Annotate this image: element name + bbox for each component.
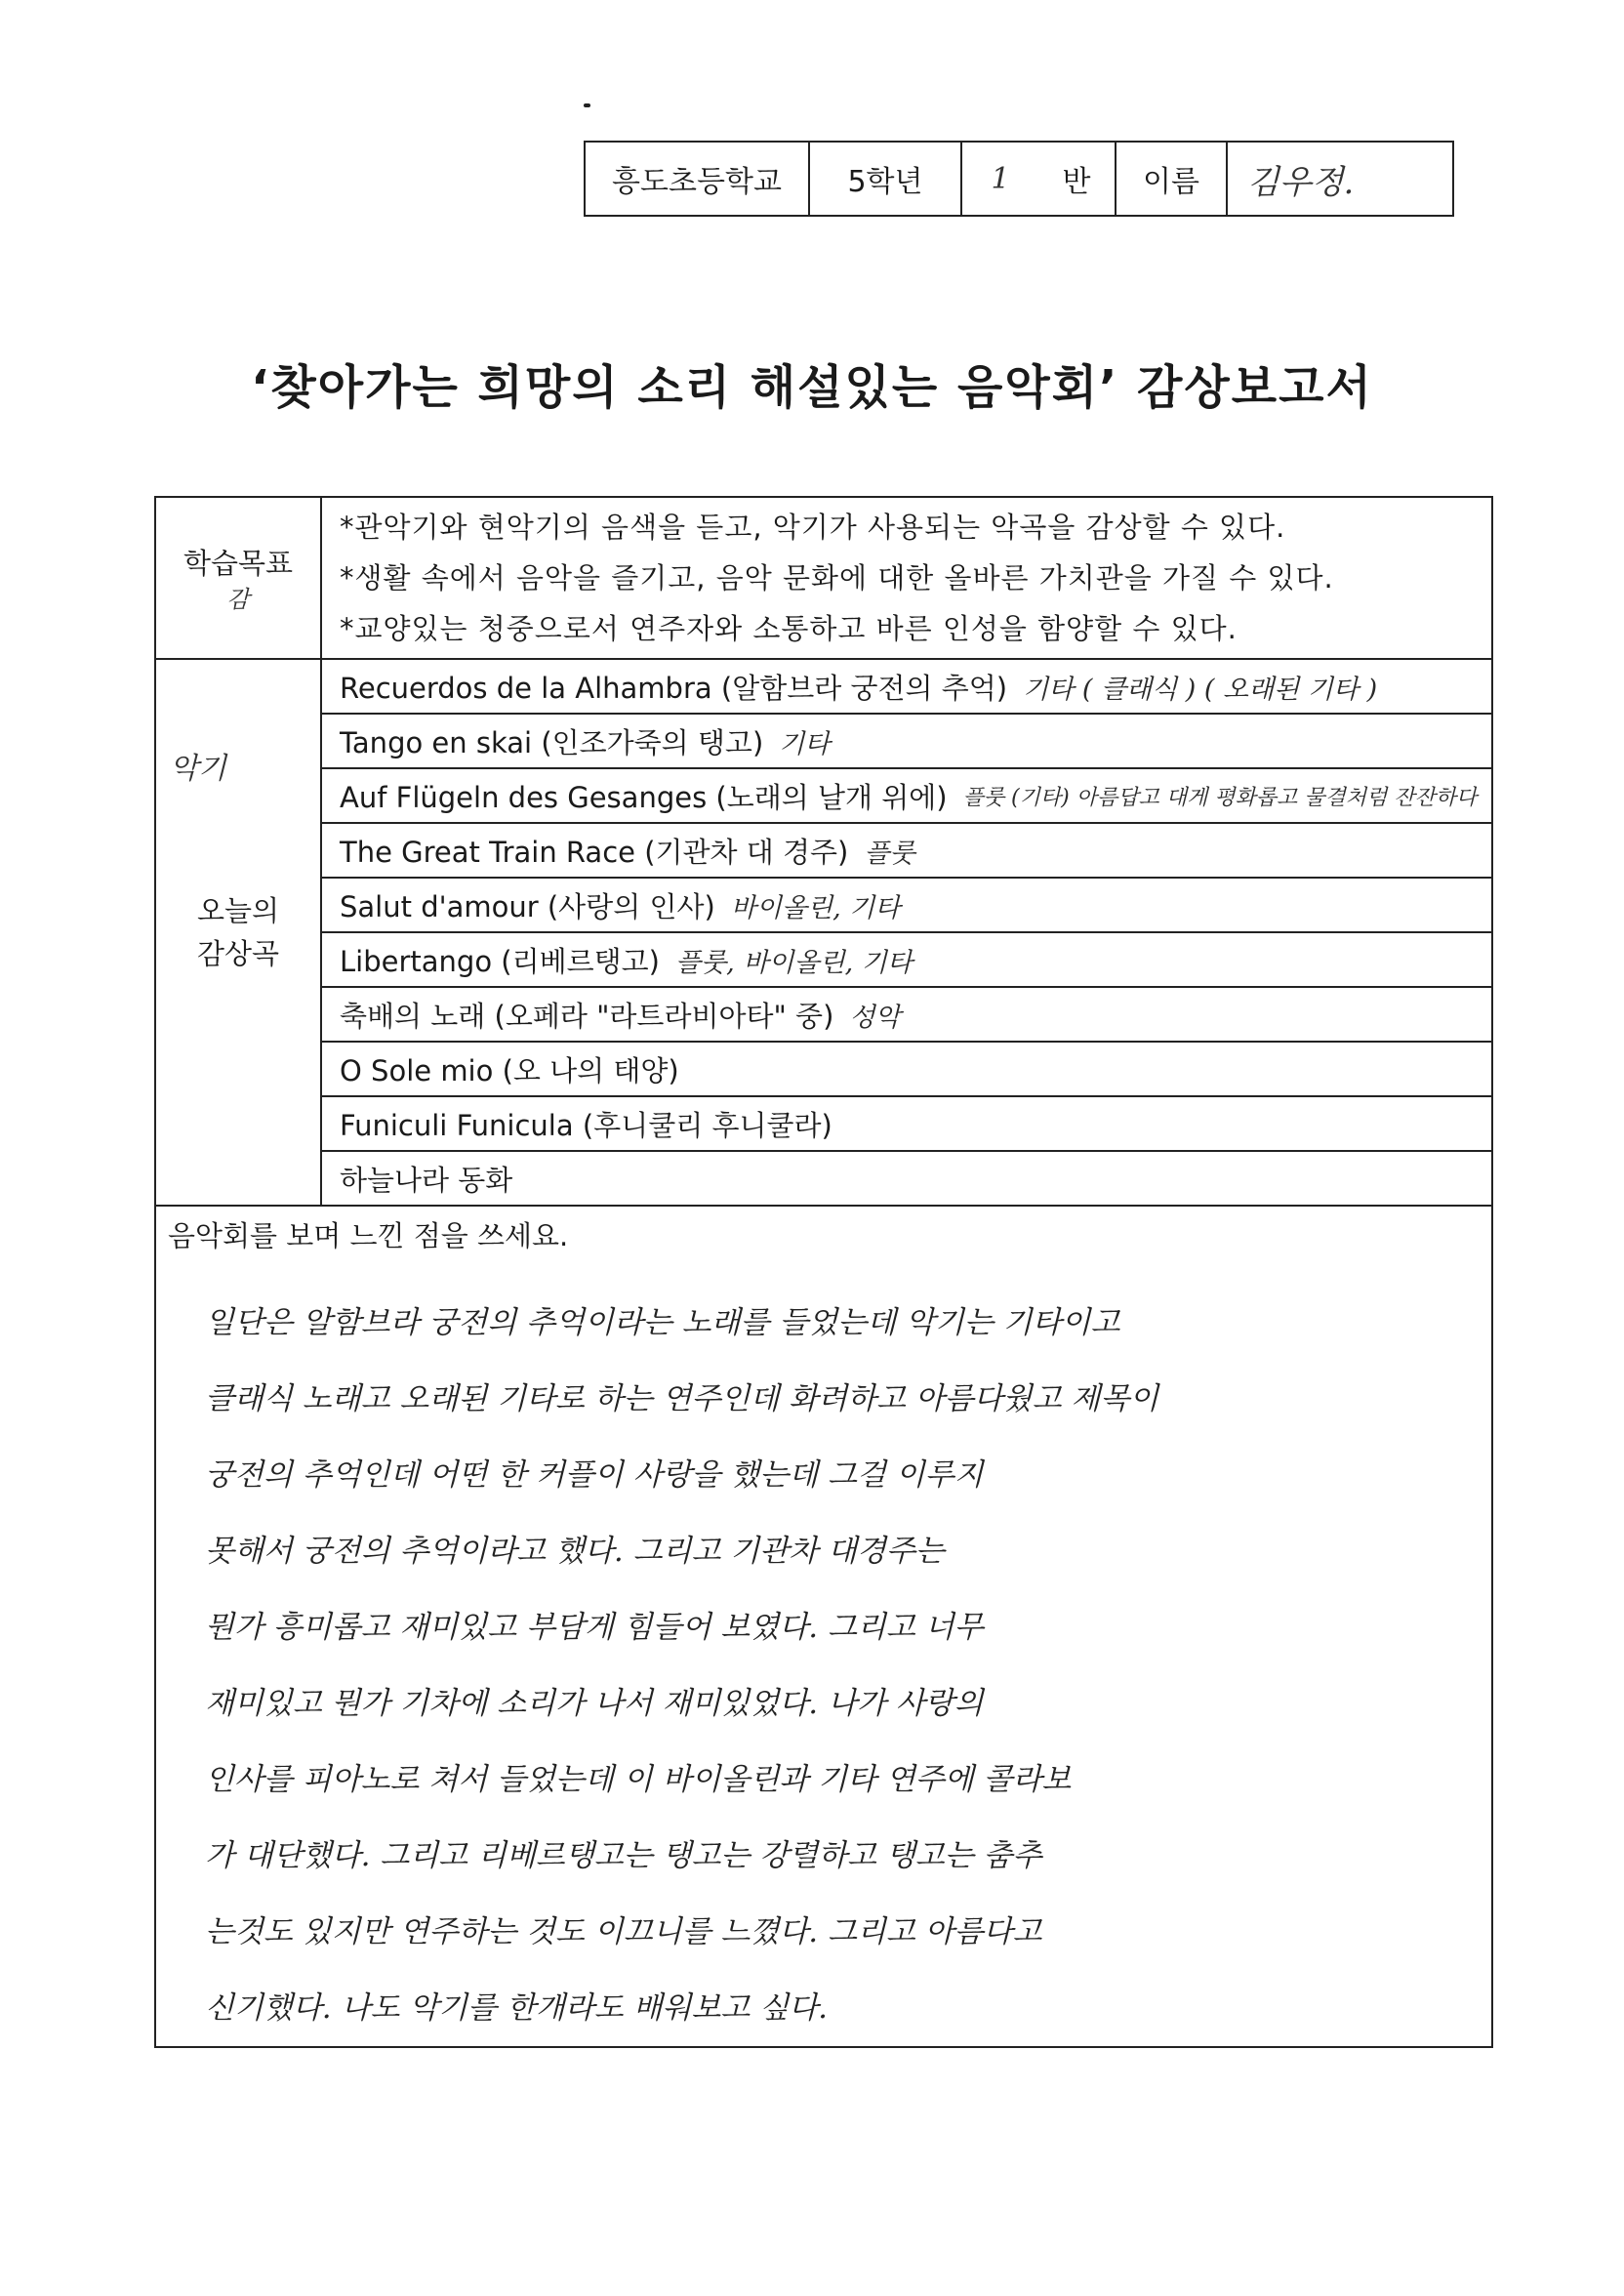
- songs-label-line1: 오늘의: [196, 894, 280, 927]
- song-title: Salut d'amour (사랑의 인사): [340, 889, 715, 923]
- song-title: Tango en skai (인조가죽의 탱고): [340, 725, 764, 759]
- songs-label-cell: [156, 660, 322, 1205]
- song-note: 플룻: [864, 838, 915, 869]
- goals-label-cell: [156, 498, 322, 658]
- goal-item: *관악기와 현악기의 음색을 듣고, 악기가 사용되는 악곡을 감상할 수 있다.: [340, 511, 1286, 544]
- song-row: [322, 824, 1491, 879]
- goals-list: [322, 498, 1491, 658]
- song-note: 플룻 (기타) 아름답고 대게 평화롭고 물결처럼 잔잔하다: [962, 785, 1478, 810]
- song-title: Recuerdos de la Alhambra (알함브라 궁전의 추억): [340, 671, 1008, 705]
- song-title: 축배의 노래 (오페라 "라트라비아타" 중): [340, 999, 834, 1033]
- song-title: Auf Flügeln des Gesanges (노래의 날개 위에): [340, 780, 948, 814]
- grade: 5학년: [810, 143, 962, 215]
- song-row: [322, 715, 1491, 769]
- essay-line: 클래식 노래고 오래된 기타로 하는 연주인데 화려하고 아름다웠고 제목이: [205, 1381, 1159, 1416]
- songs-label-line2: 감상곡: [196, 937, 280, 970]
- song-row: [322, 879, 1491, 933]
- goal-item: *교양있는 청중으로서 연주자와 소통하고 바른 인성을 함양할 수 있다.: [340, 612, 1238, 645]
- essay-line: 궁전의 추억인데 어떤 한 커플이 사랑을 했는데 그걸 이루지: [205, 1457, 984, 1493]
- essay-line: 는것도 있지만 연주하는 것도 이끄니를 느꼈다. 그리고 아름다고: [205, 1914, 1042, 1949]
- essay-line: 재미있고 뭔가 기차에 소리가 나서 재미있었다. 나가 사랑의: [205, 1686, 984, 1721]
- essay-line: 가 대단했다. 그리고 리베르탱고는 탱고는 강렬하고 탱고는 춤추: [205, 1838, 1042, 1873]
- songs-list: [322, 660, 1491, 1205]
- song-row: [322, 988, 1491, 1043]
- song-title: Libertango (리베르탱고): [340, 944, 660, 978]
- name-label: 이름: [1116, 143, 1228, 215]
- song-row: [322, 1097, 1491, 1152]
- goals-row: [156, 498, 1491, 660]
- student-info-box: [584, 141, 1454, 217]
- song-row: [322, 1152, 1491, 1205]
- song-row: [322, 933, 1491, 988]
- goal-item: *생활 속에서 음악을 즐기고, 음악 문화에 대한 올바른 가치관을 가질 수 있다.: [340, 561, 1334, 594]
- page-title: ‘찾아가는 희망의 소리 해설있는 음악회’ 감상보고서: [251, 360, 1373, 415]
- goals-label: 학습목표: [183, 547, 294, 580]
- song-title: The Great Train Race (기관차 대 경주): [340, 835, 849, 869]
- songs-margin-note: 악기: [170, 752, 226, 786]
- essay-section: [156, 1207, 1491, 2046]
- school-name: 흥도초등학교: [586, 143, 810, 215]
- class-label: 반: [1038, 143, 1116, 215]
- song-title: Funiculi Funicula (후니쿨리 후니쿨라): [340, 1108, 832, 1142]
- essay-line: 일단은 알함브라 궁전의 추억이라는 노래를 들었는데 악기는 기타이고: [205, 1305, 1120, 1340]
- song-title: O Sole mio (오 나의 태양): [340, 1053, 679, 1087]
- class-number: 1: [991, 161, 1010, 196]
- essay-line: 못해서 궁전의 추억이라고 했다. 그리고 기관차 대경주는: [205, 1534, 945, 1569]
- song-note: 기타: [779, 728, 831, 759]
- song-note: 바이올린, 기타: [730, 892, 901, 923]
- song-row: [322, 769, 1491, 824]
- song-note: 플룻, 바이올린, 기타: [674, 947, 913, 978]
- essay-line: 인사를 피아노로 쳐서 들었는데 이 바이올린과 기타 연주에 콜라보: [205, 1762, 1072, 1797]
- songs-row: [156, 660, 1491, 1207]
- song-row: [322, 660, 1491, 715]
- essay-line: 뭔가 흥미롭고 재미있고 부담게 힘들어 보였다. 그리고 너무: [205, 1610, 984, 1645]
- essay-text: [205, 1285, 1474, 2046]
- song-note: 성악: [849, 1002, 901, 1033]
- goals-label-note: 감: [226, 586, 250, 613]
- essay-prompt: 음악회를 보며 느낀 점을 쓰세요.: [168, 1219, 569, 1252]
- song-title: 하늘나라 동화: [340, 1163, 513, 1197]
- ink-speck: [584, 103, 590, 107]
- report-table: [154, 496, 1493, 2048]
- student-name: 김우정.: [1247, 162, 1355, 202]
- song-row: [322, 1043, 1491, 1097]
- essay-line: 신기했다. 나도 악기를 한개라도 배워보고 싶다.: [205, 1990, 828, 2026]
- song-note: 기타 ( 클래식 ) ( 오래된 기타 ): [1023, 674, 1378, 705]
